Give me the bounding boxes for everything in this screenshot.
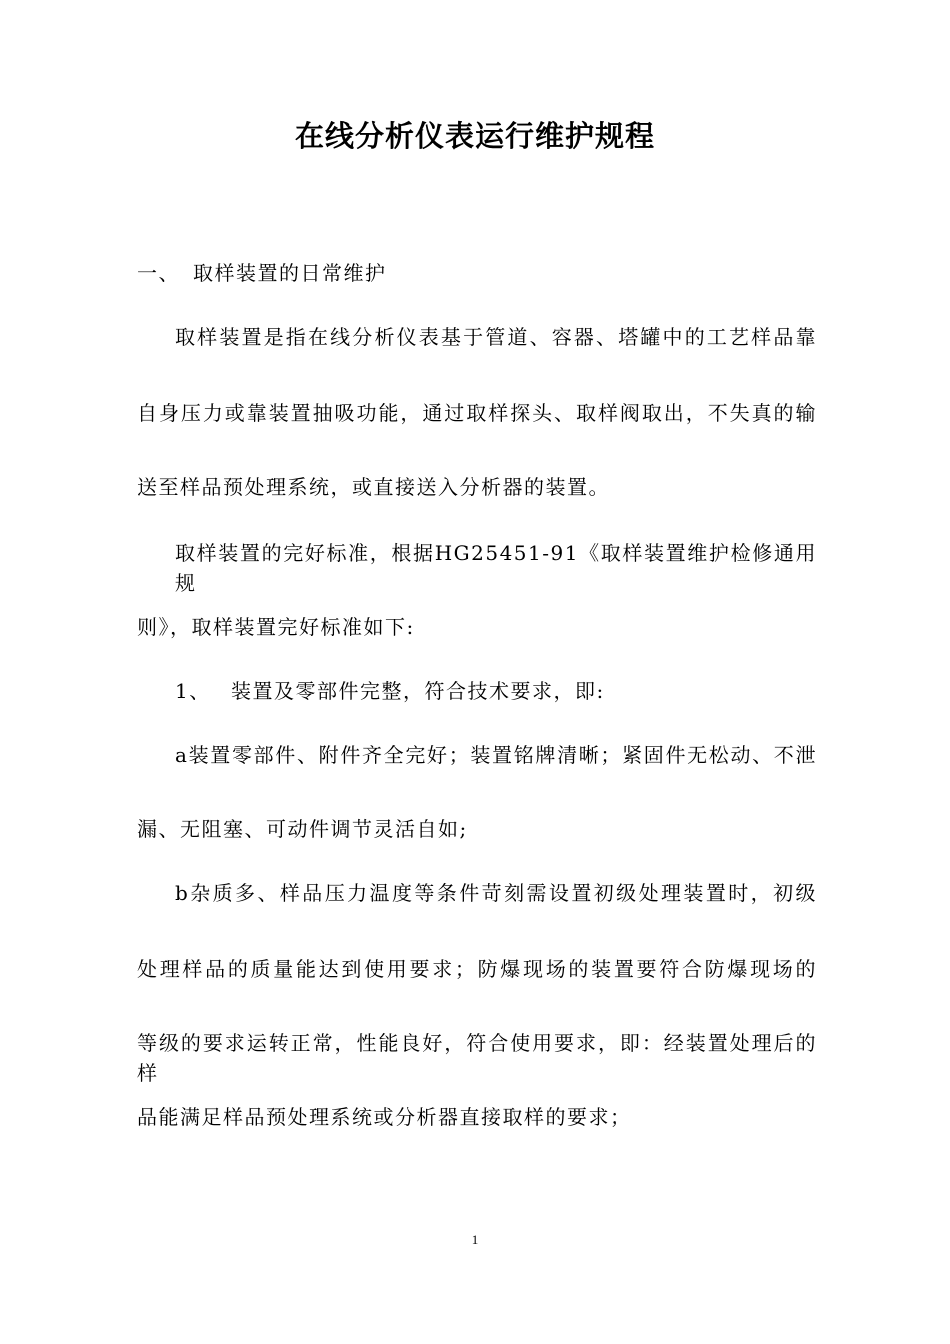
paragraph-line: 自身压力或靠装置抽吸功能，通过取样探头、取样阀取出，不失真的输 [137, 401, 817, 425]
section-number: 一、 [137, 261, 180, 285]
paragraph-line: 品能满足样品预处理系统或分析器直接取样的要求； [137, 1105, 632, 1129]
section-heading [137, 258, 817, 288]
paragraph-line: 送至样品预处理系统，或直接送入分析器的装置。 [137, 475, 610, 499]
paragraph-line: 取样装置是指在线分析仪表基于管道、容器、塔罐中的工艺样品靠 [175, 325, 817, 349]
paragraph-line: a装置零部件、附件齐全完好；装置铭牌清晰；紧固件无松动、不泄 [175, 743, 817, 767]
page-number: 1 [471, 1232, 479, 1247]
paragraph-line: 处理样品的质量能达到使用要求；防爆现场的装置要符合防爆现场的 [137, 957, 817, 981]
list-item-text: 装置及零部件完整，符合技术要求，即: [231, 679, 605, 703]
section-title: 取样装置的日常维护 [193, 261, 387, 285]
list-item-number: 1、 [175, 679, 211, 703]
paragraph-line: 则》，取样装置完好标准如下: [137, 615, 415, 639]
paragraph-line: 等级的要求运转正常，性能良好，符合使用要求，即：经装置处理后的样 [137, 1031, 817, 1085]
list-item [175, 676, 817, 706]
paragraph-line: 取样装置的完好标准，根据HG25451-91《取样装置维护检修通用规 [175, 541, 817, 595]
document-title: 在线分析仪表运行维护规程 [294, 119, 655, 153]
paragraph-line: b杂质多、样品压力温度等条件苛刻需设置初级处理装置时，初级 [175, 881, 817, 905]
paragraph-line: 漏、无阻塞、可动件调节灵活自如; [137, 817, 468, 841]
